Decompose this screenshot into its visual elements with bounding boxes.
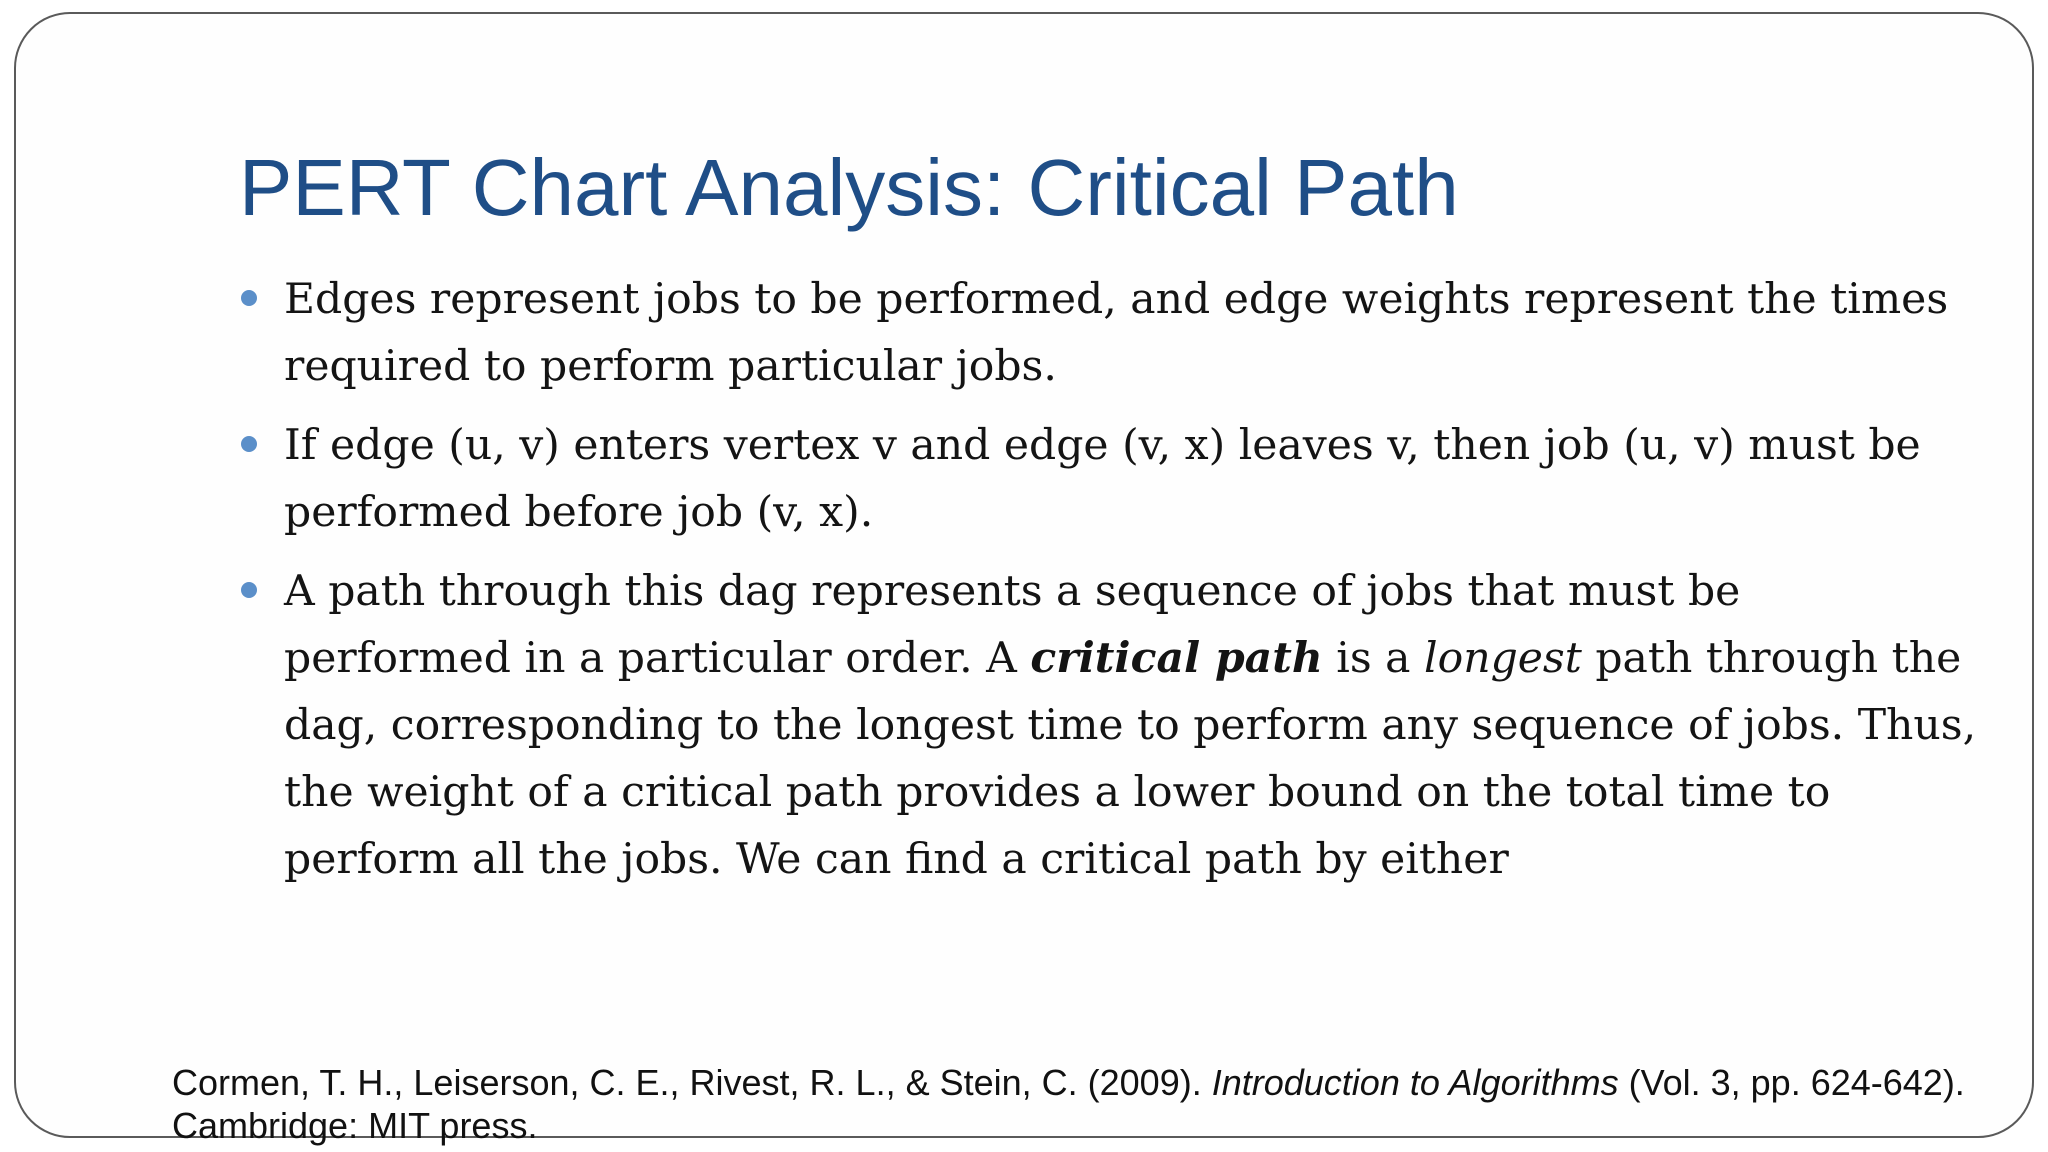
bullet-item bbox=[238, 558, 1978, 893]
critical-path-term: critical path bbox=[1030, 633, 1323, 683]
citation bbox=[172, 1061, 1972, 1147]
bullet-text-part: is a bbox=[1322, 634, 1425, 683]
bullet-list bbox=[238, 266, 1978, 905]
bullet-dot-icon bbox=[241, 436, 257, 452]
bullet-dot-icon bbox=[241, 290, 257, 306]
bullet-text-part: A path through this dag represents a sequence of jobs that must be performed in a particular order. A bbox=[284, 567, 1741, 683]
citation-details: (Vol. 3, pp. 624-642). Cambridge: MIT press. bbox=[172, 1062, 1965, 1146]
bullet-dot-icon bbox=[241, 582, 257, 598]
bullet-item bbox=[238, 412, 1978, 546]
slide bbox=[14, 12, 2034, 1146]
slide-title: PERT Chart Analysis: Critical Path bbox=[239, 143, 1459, 232]
bullet-text-part: path through the dag, corresponding to the longest time to perform any sequence of jobs. Thus, the weight of a critical path provides a lower bound on the total time to perform all the jobs. We can find a critical path by either bbox=[284, 634, 1977, 884]
bullet-text: Edges represent jobs to be performed, and edge weights represent the times required to perform particular jobs. bbox=[284, 275, 1949, 391]
bullet-item bbox=[238, 266, 1978, 400]
longest-term: longest bbox=[1424, 634, 1582, 683]
citation-authors: Cormen, T. H., Leiserson, C. E., Rivest, R. L., & Stein, C. (2009). bbox=[172, 1062, 1212, 1103]
citation-book-title: Introduction to Algorithms bbox=[1211, 1062, 1619, 1103]
bullet-text: If edge (u, v) enters vertex v and edge (v, x) leaves v, then job (u, v) must be performed before job (v, x). bbox=[284, 421, 1921, 537]
